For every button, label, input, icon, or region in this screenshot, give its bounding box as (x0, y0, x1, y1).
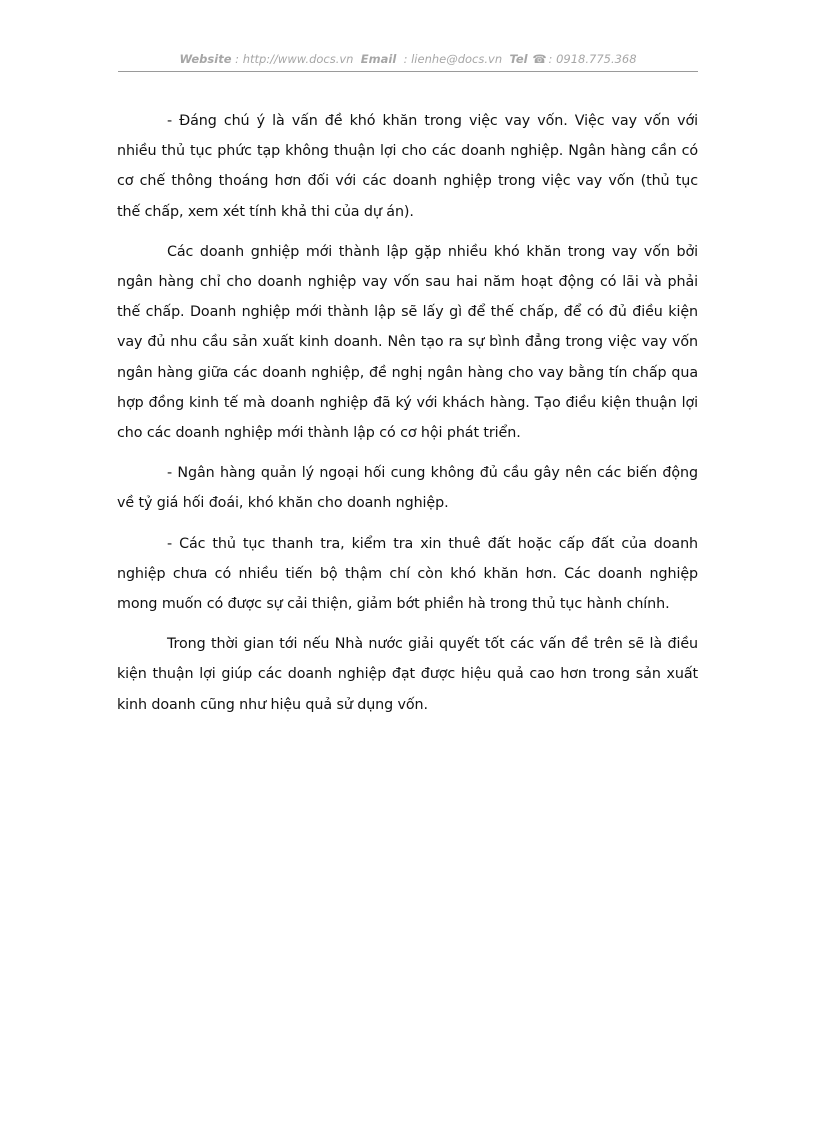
paragraph-conclusion: Trong thời gian tới nếu Nhà nước giải quyết tốt các vấn đề trên sẽ là điều kiện thuận lợi giúp các doanh nghiệp đạt được hiệu quả cao hơn trong sản xuất kinh doanh cũng như hiệu quả sử dụng vốn. (117, 636, 698, 713)
paragraph-new-enterprises: Các doanh gnhiệp mới thành lập gặp nhiều khó khăn trong vay vốn bởi ngân hàng chỉ cho doanh nghiệp vay vốn sau hai năm hoạt động có lãi và phải thế chấp. Doanh nghiệp mới thành lập sẽ lấy gì để thế chấp, để có đủ điều kiện vay đủ nhu cầu sản xuất kinh doanh. Nên tạo ra sự bình đẳng trong việc vay vốn ngân hàng giữa các doanh nghiệp, đề nghị ngân hàng cho vay bằng tín chấp qua hợp đồng kinh tế mà doanh nghiệp đã ký với khách hàng. Tạo điều kiện thuận lợi cho các doanh nghiệp mới thành lập có cơ hội phát triển. (117, 243, 698, 442)
paragraph-foreign-exchange: - Ngân hàng quản lý ngoại hối cung không đủ cầu gây nên các biến động về tỷ giá hối đoái, khó khăn cho doanh nghiệp. (117, 465, 698, 512)
phone-icon: ☎ (532, 52, 547, 66)
email-address: : lienhe@docs.vn (403, 52, 503, 66)
tel-number: : 0918.775.368 (548, 52, 637, 66)
paragraph-land-procedures: - Các thủ tục thanh tra, kiểm tra xin thuê đất hoặc cấp đất của doanh nghiệp chưa có nhiều tiến bộ thậm chí còn khó khăn hơn. Các doanh nghiệp mong muốn có được sự cải thiện, giảm bớt phiền hà trong thủ tục hành chính. (117, 535, 698, 613)
body-text (117, 106, 698, 730)
email-label: Email (360, 52, 397, 66)
website-label: Website (179, 52, 232, 66)
website-url: : http://www.docs.vn (235, 52, 354, 66)
paragraph-loan-difficulty: - Đáng chú ý là vấn đề khó khăn trong việc vay vốn. Việc vay vốn với nhiều thủ tục phức tạp không thuận lợi cho các doanh nghiệp. Ngân hàng cần có cơ chế thông thoáng hơn đối với các doanh nghiệp trong việc vay vốn (thủ tục thế chấp, xem xét tính khả thi của dự án). (117, 113, 698, 220)
page-header (118, 49, 698, 72)
tel-label: Tel (509, 52, 528, 66)
